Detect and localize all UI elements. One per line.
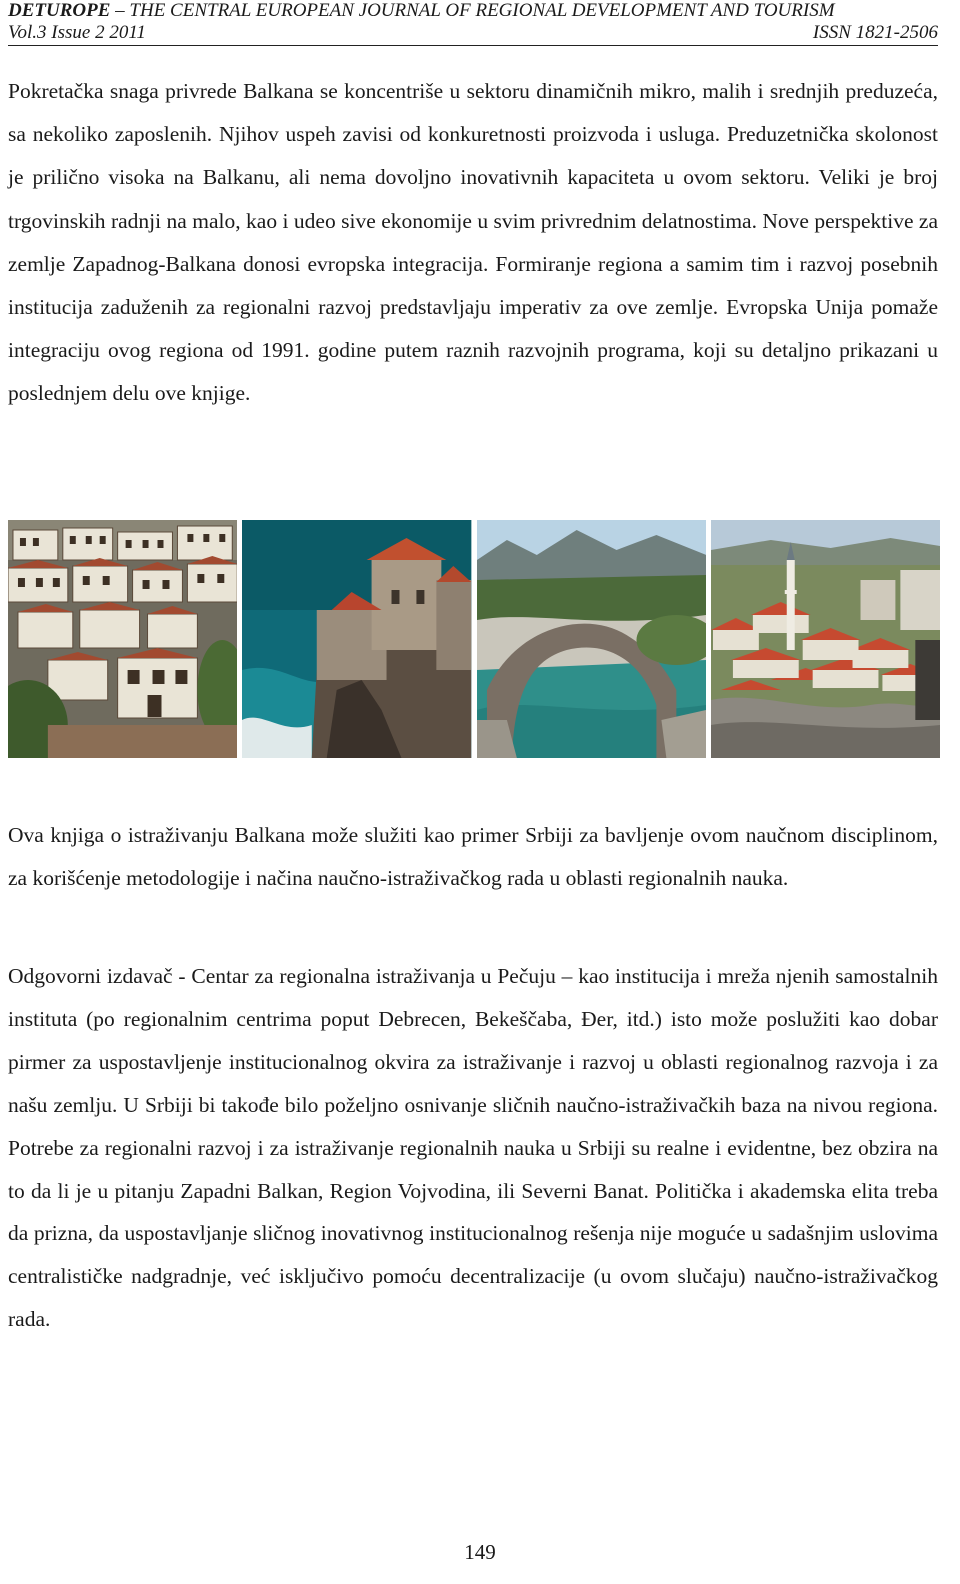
page-number: 149	[464, 1540, 496, 1564]
header-title-row	[8, 0, 938, 22]
body-paragraph-1: Pokretačka snaga privrede Balkana se koncentriše u sektoru dinamičnih mikro, malih i srednjih preduzeća, sa nekoliko zaposlenih. Njihov uspeh zavisi od konkuretnosti proizvoda i usluga. Preduzetnička skolonost je prilično visoka na Balkanu, ali nema dovoljno inovativnih kapaciteta u ovom sektoru. Veliki je broj trgovinskih radnji na malo, kao i udeo sive ekonomije u svim privrednim delatnostima. Nove perspektive za zemlje Zapadnog-Balkana donosi evropska integracija. Formiranje regiona a samim tim i razvoj posebnih institucija zaduženih za regionalni razvoj predstavljaju imperativ za ove zemlje. Evropska Unija pomaže integraciju ovog regiona od 1991. godine putem raznih razvojnih programa, koji su detaljno prikazani u poslednjem delu ove knjige.	[8, 79, 938, 406]
body-paragraph-3: Odgovorni izdavač - Centar za regionalna istraživanja u Pečuju – kao institucija i mreža njenih samostalnih instituta (po regionalnim centrima poput Debrecen, Bekeščaba, Đer, itd.) isto može poslužiti kao dobar pirmer za uspostavljenje institucionalnog okvira za istraživanje i razvoj u oblasti regionalnog razvoja i za našu zemlju. U Srbiji bi takođe bilo poželjno osnivanje sličnih naučno-istraživačkih baza na nivou regiona. Potrebe za regionalni razvoj i za istraživanje regionalnih nauka u Srbiji su realne i evidentne, bez obzira na to da li je u pitanju Zapadni Balkan, Region Vojvodina, ili Severni Banat. Politička i akademska elita treba da prizna, da uspostavljanje sličnog inovativnog institucionalnog rešenja nije moguće u sadašnjim uslovima centralističke nadgradnje, već isključivo pomoću decentralizacije (u ovom slučaju) naučno-istraživačkog rada.	[8, 964, 938, 1332]
header-info-row	[8, 22, 938, 44]
hillside-houses-photo	[8, 520, 237, 758]
journal-full-name: – THE CENTRAL EUROPEAN JOURNAL OF REGIONAL DEVELOPMENT AND TOURISM	[110, 0, 835, 21]
volume-issue: Vol.3 Issue 2 2011	[8, 22, 146, 43]
issn: ISSN 1821-2506	[812, 22, 938, 43]
journal-short-name: DETUROPE	[8, 0, 111, 21]
town-minaret-photo	[711, 520, 940, 758]
coastal-fortress-photo	[242, 520, 471, 758]
running-header	[8, 0, 938, 48]
photo-strip	[8, 520, 940, 758]
header-divider	[8, 45, 938, 46]
journal-title	[8, 0, 835, 22]
body-paragraph-2: Ova knjiga o istraživanju Balkana može služiti kao primer Srbiji za bavljenje ovom naučnom disciplinom, za korišćenje metodologije i načina naučno-istraživačkog rada u oblasti regionalnih nauka.	[8, 823, 938, 890]
stone-bridge-river-photo	[477, 520, 706, 758]
